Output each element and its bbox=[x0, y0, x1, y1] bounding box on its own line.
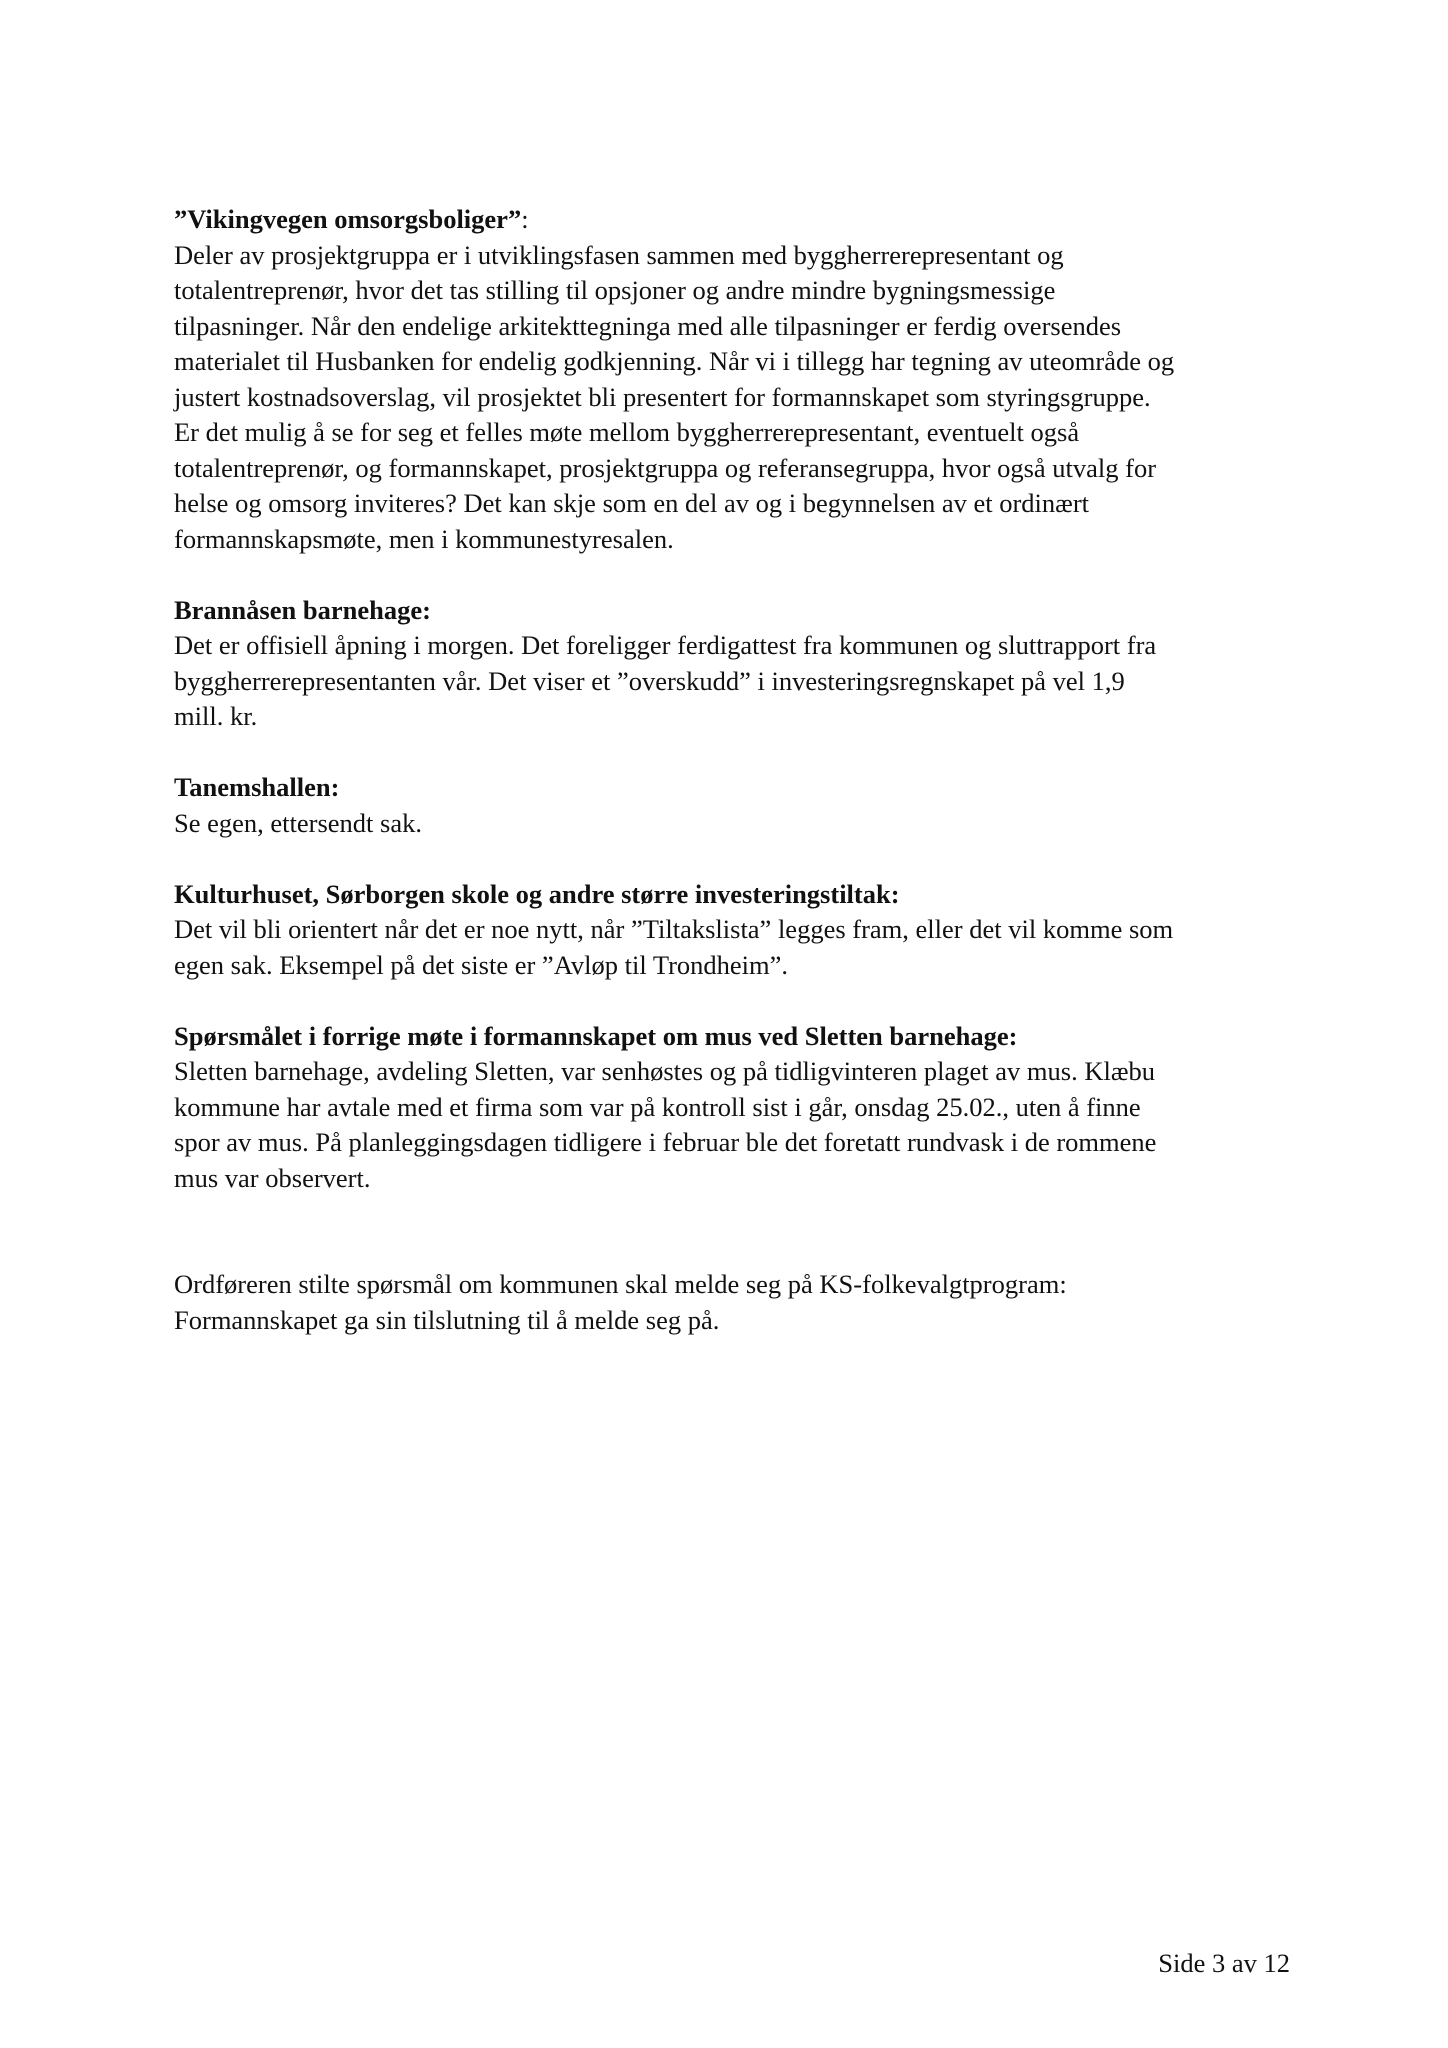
paragraph-line: kommune har avtale med et firma som var på kontroll sist i går, onsdag 25.02., uten å finne bbox=[174, 1091, 1141, 1122]
paragraph-line: Er det mulig å se for seg et felles møte mellom byggherrerepresentant, eventuelt også bbox=[174, 417, 1080, 447]
section-heading: Tanemshallen: bbox=[174, 772, 340, 802]
paragraph-line: Det vil bli orientert når det er noe nytt, når ”Tiltakslista” legges fram, eller det vil komme som bbox=[174, 914, 1174, 944]
paragraph-line: totalentreprenør, hvor det tas stilling til opsjoner og andre mindre bygningsmessige bbox=[174, 275, 1056, 305]
section-kulturhuset bbox=[174, 877, 1294, 984]
paragraph-line: spor av mus. På planleggingsdagen tidligere i februar ble det foretatt rundvask i de rommene bbox=[174, 1127, 1157, 1157]
paragraph-line: mus var observert. bbox=[174, 1162, 371, 1193]
paragraph-line: byggherrerepresentanten vår. Det viser et ”overskudd” i investeringsregnskapet på vel 1,9 bbox=[174, 665, 1125, 696]
page-number: Side 3 av 12 bbox=[1158, 1948, 1290, 1978]
paragraph-line: Formannskapet ga sin tilslutning til å melde seg på. bbox=[174, 1304, 720, 1335]
section-heading: Spørsmålet i forrige møte i formannskapet om mus ved Sletten barnehage: bbox=[174, 1020, 1018, 1051]
paragraph-line: justert kostnadsoverslag, vil prosjektet bli presentert for formannskapet som styringsgruppe. bbox=[174, 381, 1151, 412]
document-page bbox=[174, 202, 1294, 1374]
paragraph-line: formannskapsmøte, men i kommunestyresalen. bbox=[174, 523, 674, 554]
paragraph-line: tilpasninger. Når den endelige arkitekttegninga med alle tilpasninger er ferdig oversendes bbox=[174, 310, 1122, 341]
section-heading: Kulturhuset, Sørborgen skole og andre større investeringstiltak: bbox=[174, 878, 900, 909]
paragraph-line: Det er offisiell åpning i morgen. Det foreligger ferdigattest fra kommunen og sluttrapport fra bbox=[174, 630, 1157, 660]
paragraph-line: Deler av prosjektgruppa er i utviklingsfasen sammen med byggherrerepresentant og bbox=[174, 239, 1064, 270]
paragraph-line: materialet til Husbanken for endelig godkjenning. Når vi i tillegg har tegning av uteområde og bbox=[174, 346, 1175, 376]
paragraph-line: egen sak. Eksempel på det siste er ”Avløp til Trondheim”. bbox=[174, 949, 789, 980]
paragraph-line: Se egen, ettersendt sak. bbox=[174, 807, 422, 838]
section-heading: ”Vikingvegen omsorgsboliger”: bbox=[174, 204, 529, 234]
paragraph-line: helse og omsorg inviteres? Det kan skje som en del av og i begynnelsen av et ordinært bbox=[174, 488, 1090, 518]
paragraph-line: Ordføreren stilte spørsmål om kommunen skal melde seg på KS-folkevalgtprogram: bbox=[174, 1269, 1067, 1299]
section-brannasen bbox=[174, 593, 1294, 735]
section-ks-folkevalgtprogram bbox=[174, 1267, 1294, 1338]
section-tanemshallen bbox=[174, 770, 1294, 841]
paragraph-line: Sletten barnehage, avdeling Sletten, var senhøstes og på tidligvinteren plaget av mus. Klæbu bbox=[174, 1056, 1156, 1086]
paragraph-line: totalentreprenør, og formannskapet, prosjektgruppa og referansegruppa, hvor også utvalg for bbox=[174, 452, 1157, 483]
section-heading: Brannåsen barnehage: bbox=[174, 594, 431, 625]
paragraph-line: mill. kr. bbox=[174, 701, 258, 731]
section-mus-sletten bbox=[174, 1019, 1294, 1197]
section-vikingvegen bbox=[174, 202, 1294, 557]
